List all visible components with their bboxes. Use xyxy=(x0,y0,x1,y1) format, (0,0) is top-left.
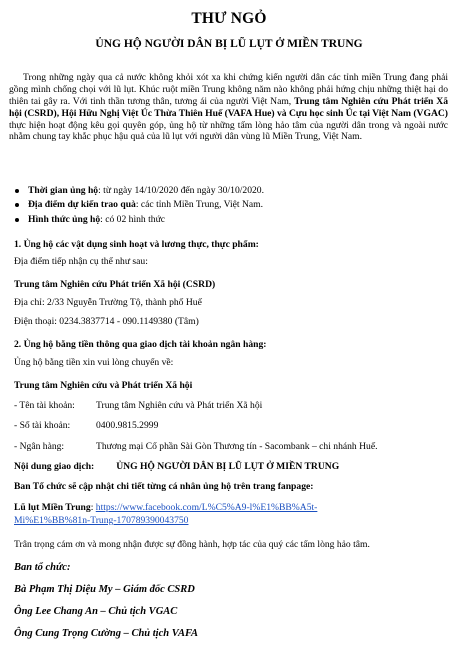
fanpage-line xyxy=(14,502,317,514)
account-name-label: - Tên tài khoản: xyxy=(14,400,75,411)
account-name-row xyxy=(14,400,262,412)
fanpage-link-continued[interactable]: Mi%E1%BB%81n-Trung-170789390043750 xyxy=(14,515,189,526)
fanpage-separator: : xyxy=(90,502,96,513)
organizer-2: Ông Lee Chang An – Chủ tịch VGAC xyxy=(14,606,178,617)
bullet-location-value: : các tỉnh Miền Trung, Việt Nam. xyxy=(135,199,263,211)
bullet-time-label: Thời gian ủng hộ xyxy=(28,185,99,196)
bullet-form-label: Hình thức ủng hộ xyxy=(28,213,101,225)
info-bullet-list xyxy=(14,185,448,228)
intro-text-2: thực hiện hoạt động kêu gọi quyên góp, ủng hộ từ những tấm lòng hảo tâm của người dân trong và ngoài nước nhằm chung tay khắc phục hậu quả của lũ lụt với người dân vùng lũ Miền Trung, Việt Nam. xyxy=(9,119,448,143)
section1-org-name: Trung tâm Nghiên cứu Phát triển Xã hội (CSRD) xyxy=(14,279,216,290)
bank-label: - Ngân hàng: xyxy=(14,441,65,452)
transaction-value: ỦNG HỘ NGƯỜI DÂN BỊ LŨ LỤT Ở MIỀN TRUNG xyxy=(116,461,340,472)
section1-receive-note: Địa điểm tiếp nhận cụ thể như sau: xyxy=(14,256,148,267)
bullet-location-label: Địa điểm dự kiến trao quà xyxy=(28,199,136,211)
fanpage-update-note: Ban Tổ chức sẽ cập nhật chi tiết từng cá nhân ủng hộ trên trang fanpage: xyxy=(14,481,314,492)
account-number-label: - Số tài khoản: xyxy=(14,420,71,431)
section1-heading: 1. Ủng hộ các vật dụng sinh hoạt và lương thực, thực phẩm: xyxy=(14,239,259,250)
bullet-form-value: : có 02 hình thức xyxy=(100,213,166,225)
intro-paragraph xyxy=(9,72,448,143)
fanpage-link[interactable]: https://www.facebook.com/L%C5%A9-l%E1%BB%A5t- xyxy=(95,502,318,513)
account-name-value: Trung tâm Nghiên cứu và Phát triển Xã hội xyxy=(96,400,263,411)
bank-value: Thương mại Cổ phần Sài Gòn Thương tín - Sacombank – chi nhánh Huế. xyxy=(96,441,378,452)
organizer-3: Ông Cung Trọng Cường – Chủ tịch VAFA xyxy=(14,628,198,639)
intro-text-1: Trong những ngày qua cả nước không khỏi xót xa khi chứng kiến người dân các tỉnh miền Trung đang phải gồng mình chống chọi với lũ lụt. Khúc ruột miền Trung không năm nào không phải hứng chịu những thiệt hại do thiên tai gây ra. Với tinh thần tương thân, tương ái của người Việt Nam, xyxy=(9,72,448,107)
section2-heading: 2. Ủng hộ bằng tiền thông qua giao dịch tài khoản ngân hàng: xyxy=(14,339,267,350)
fanpage-label: Lũ lụt Miền Trung xyxy=(14,502,91,513)
thanks-line: Trân trọng cám ơn và mong nhận được sự đồng hành, hợp tác của quý các tấm lòng hảo tâm. xyxy=(14,539,370,550)
bullet-form xyxy=(14,214,448,226)
section2-org-name: Trung tâm Nghiên cứu và Phát triển Xã hội xyxy=(14,380,193,391)
letter-subtitle: ỦNG HỘ NGƯỜI DÂN BỊ LŨ LỤT Ở MIỀN TRUNG xyxy=(95,38,363,50)
organizer-1: Bà Phạm Thị Diệu My – Giám đốc CSRD xyxy=(14,584,195,595)
fanpage-link-line2 xyxy=(14,515,188,527)
letter-title: THƯ NGỎ xyxy=(191,10,267,27)
organizers-heading: Ban tổ chức: xyxy=(14,562,71,573)
account-number-value: 0400.9815.2999 xyxy=(96,420,159,431)
intro-organizations: Trung tâm Nghiên cứu Phát triển Xã hội (CSRD), Hội Hữu Nghị Việt Úc Thừa Thiên Huế (VAFA Hue) và Cựu học sinh Úc tại Việt Nam (VGAC) xyxy=(9,95,448,119)
section1-address: Địa chỉ: 2/33 Nguyễn Trường Tộ, thành phố Huế xyxy=(14,297,202,308)
section2-note: Ủng hộ bằng tiền xin vui lòng chuyển về: xyxy=(14,357,174,368)
account-number-row xyxy=(14,420,158,432)
bank-row xyxy=(14,441,378,453)
transaction-label: Nội dung giao dịch: xyxy=(14,461,95,472)
bullet-time xyxy=(14,185,448,197)
section1-phone: Điện thoại: 0234.3837714 - 090.1149380 (Tâm) xyxy=(14,316,199,327)
bullet-time-value: : từ ngày 14/10/2020 đến ngày 30/10/2020. xyxy=(98,185,264,196)
bullet-location xyxy=(14,199,448,211)
transaction-line xyxy=(14,461,339,473)
